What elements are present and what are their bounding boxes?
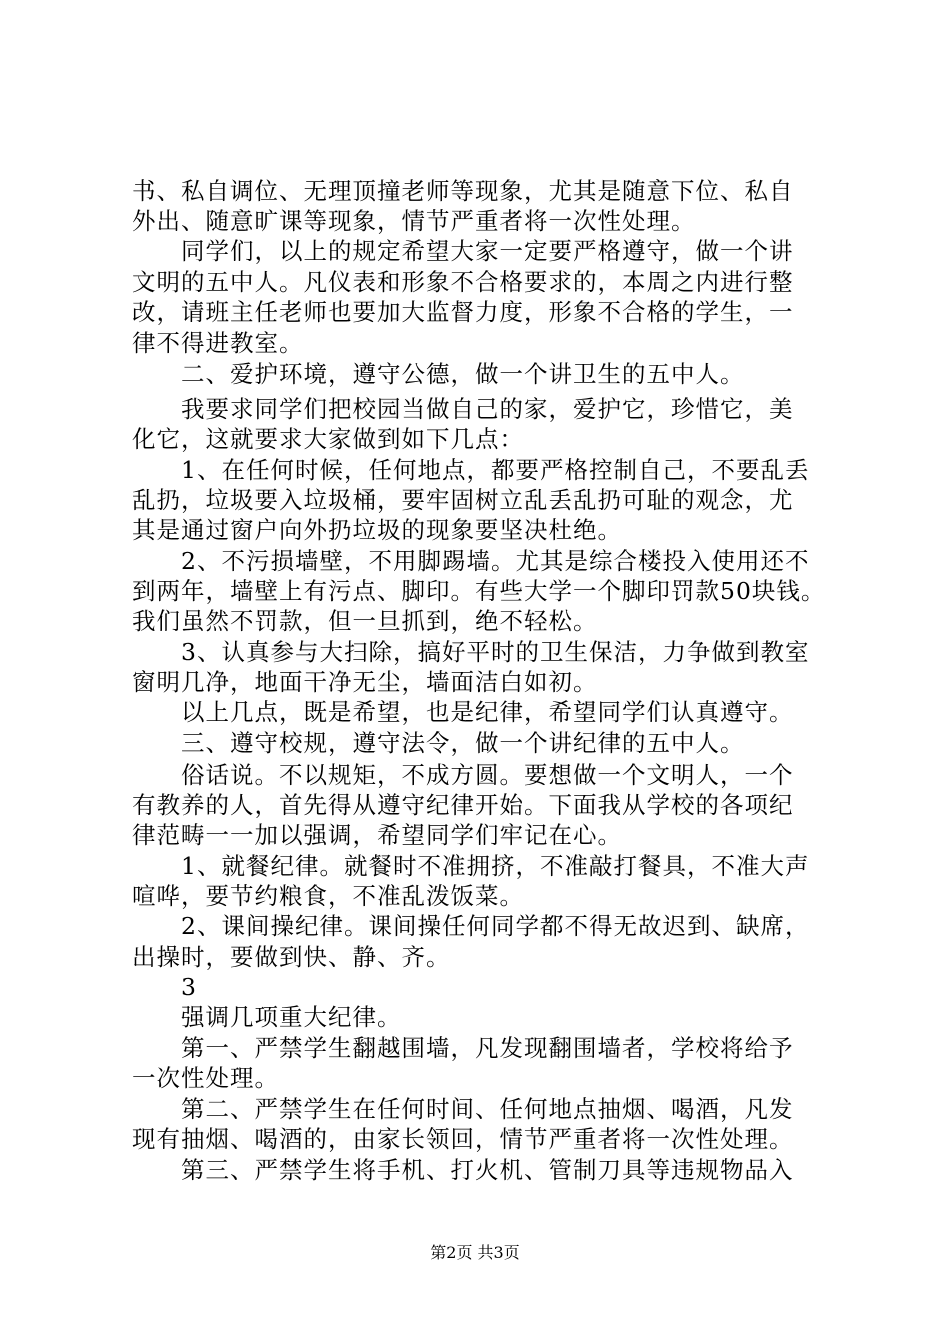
text-line: 到两年，墙壁上有污点、脚印。有些大学一个脚印罚款50块钱。 [132,577,826,605]
text-line: 喧哗，要节约粮食，不准乱泼饭菜。 [132,882,524,910]
text-line: 律不得进教室。 [132,329,304,357]
text-line: 其是通过窗户向外扔垃圾的现象要坚决杜绝。 [132,516,622,544]
text-line: 现有抽烟、喝酒的，由家长领回，情节严重者将一次性处理。 [132,1125,794,1153]
text-line: 同学们，以上的规定希望大家一定要严格遵守，做一个讲 [132,237,794,265]
text-line: 俗话说。不以规矩，不成方圆。要想做一个文明人，一个 [132,761,794,789]
text-line: 有教养的人，首先得从遵守纪律开始。下面我从学校的各项纪 [132,791,794,819]
text-line: 3、认真参与大扫除，搞好平时的卫生保洁，力争做到教室 [132,638,810,666]
text-line: 第三、严禁学生将手机、打火机、管制刀具等违规物品入 [132,1156,794,1184]
text-line: 2、课间操纪律。课间操任何同学都不得无故迟到、缺席， [132,912,810,940]
text-line: 书、私自调位、无理顶撞老师等现象，尤其是随意下位、私自 [132,177,794,205]
text-line: 乱扔，垃圾要入垃圾桶，要牢固树立乱丢乱扔可耻的观念，尤 [132,486,794,514]
text-line: 1、在任何时候，任何地点，都要严格控制自己，不要乱丢 [132,456,810,484]
text-line: 第二、严禁学生在任何时间、任何地点抽烟、喝酒，凡发 [132,1095,794,1123]
text-line: 三、遵守校规，遵守法令，做一个讲纪律的五中人。 [132,729,745,757]
text-line: 改，请班主任老师也要加大监督力度，形象不合格的学生，一 [132,298,794,326]
text-line: 我们虽然不罚款，但一旦抓到，绝不轻松。 [132,607,598,635]
text-line: 我要求同学们把校园当做自己的家，爱护它，珍惜它，美 [132,395,794,423]
text-line: 3 [132,973,197,1001]
text-line: 律范畴一一加以强调，希望同学们牢记在心。 [132,821,622,849]
text-line: 文明的五中人。凡仪表和形象不合格要求的，本周之内进行整 [132,268,794,296]
text-line: 一次性处理。 [132,1064,279,1092]
text-line: 窗明几净，地面干净无尘，墙面洁白如初。 [132,668,598,696]
page-number-footer: 第2页 共3页 [430,1243,520,1262]
text-line: 强调几项重大纪律。 [132,1003,402,1031]
text-line: 2、不污损墙壁，不用脚踢墙。尤其是综合楼投入使用还不 [132,547,810,575]
text-line: 第一、严禁学生翻越围墙，凡发现翻围墙者，学校将给予 [132,1034,794,1062]
text-line: 二、爱护环境，遵守公德，做一个讲卫生的五中人。 [132,360,745,388]
text-line: 1、就餐纪律。就餐时不准拥挤，不准敲打餐具，不准大声 [132,852,810,880]
text-line: 出操时，要做到快、静、齐。 [132,943,451,971]
text-line: 化它，这就要求大家做到如下几点： [132,425,524,453]
text-line: 外出、随意旷课等现象，情节严重者将一次性处理。 [132,207,696,235]
text-line: 以上几点，既是希望，也是纪律，希望同学们认真遵守。 [132,698,794,726]
